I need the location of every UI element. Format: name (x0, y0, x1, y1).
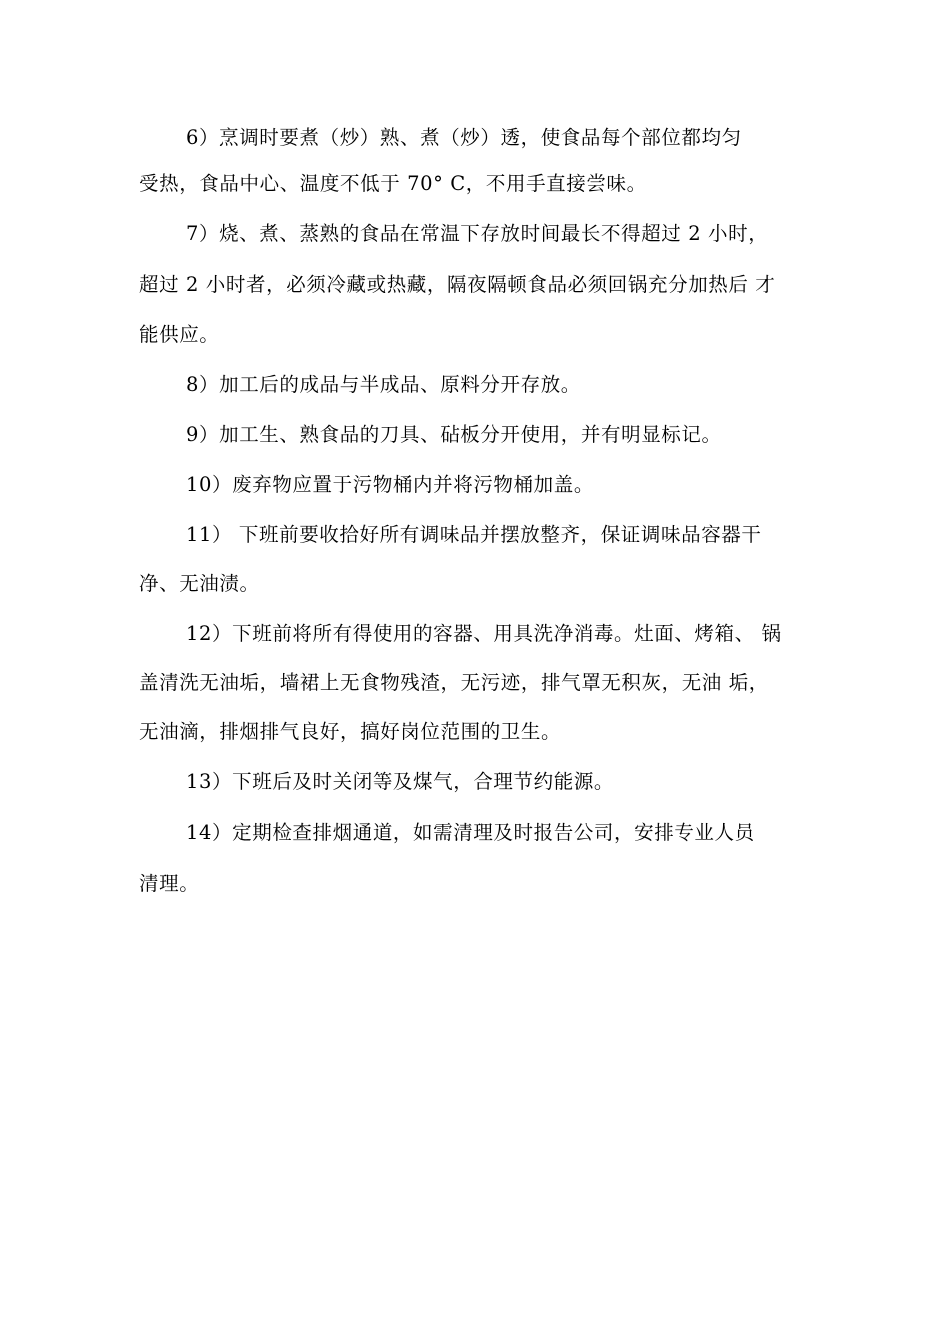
item-9-line-1: 9）加工生、熟食品的刀具、砧板分开使用，并有明显标记。 (186, 423, 722, 446)
item-14-line-1: 14）定期检查排烟通道，如需清理及时报告公司，安排专业人员 (186, 821, 755, 844)
item-12-line-3: 无油滴，排烟排气良好，搞好岗位范围的卫生。 (139, 720, 562, 743)
item-6-line-1: 6）烹调时要煮（炒）熟、煮（炒）透，使食品每个部位都均匀 (186, 126, 742, 149)
item-10-line-1: 10）废弃物应置于污物桶内并将污物桶加盖。 (186, 473, 594, 496)
item-12-line-2: 盖清洗无油垢，墙裙上无食物残渣，无污迹，排气罩无积灰，无油 垢， (139, 671, 769, 694)
item-7-line-3: 能供应。 (139, 323, 220, 346)
item-7-line-1: 7）烧、煮、蒸熟的食品在常温下存放时间最长不得超过 2 小时， (186, 222, 769, 245)
item-14-line-2: 清理。 (139, 872, 200, 895)
item-11-line-1: 11） 下班前要收拾好所有调味品并摆放整齐，保证调味品容器干 (186, 523, 762, 546)
item-13-line-1: 13）下班后及时关闭等及煤气，合理节约能源。 (186, 770, 615, 793)
item-7-line-2: 超过 2 小时者，必须冷藏或热藏，隔夜隔顿食品必须回锅充分加热后 才 (139, 273, 776, 296)
item-11-line-2: 净、无油渍。 (139, 572, 260, 595)
item-8-line-1: 8）加工后的成品与半成品、原料分开存放。 (186, 373, 581, 396)
item-12-line-1: 12）下班前将所有得使用的容器、用具洗净消毒。灶面、烤箱、 锅 (186, 622, 782, 645)
item-6-line-2: 受热，食品中心、温度不低于 70° C，不用手直接尝味。 (139, 172, 647, 195)
